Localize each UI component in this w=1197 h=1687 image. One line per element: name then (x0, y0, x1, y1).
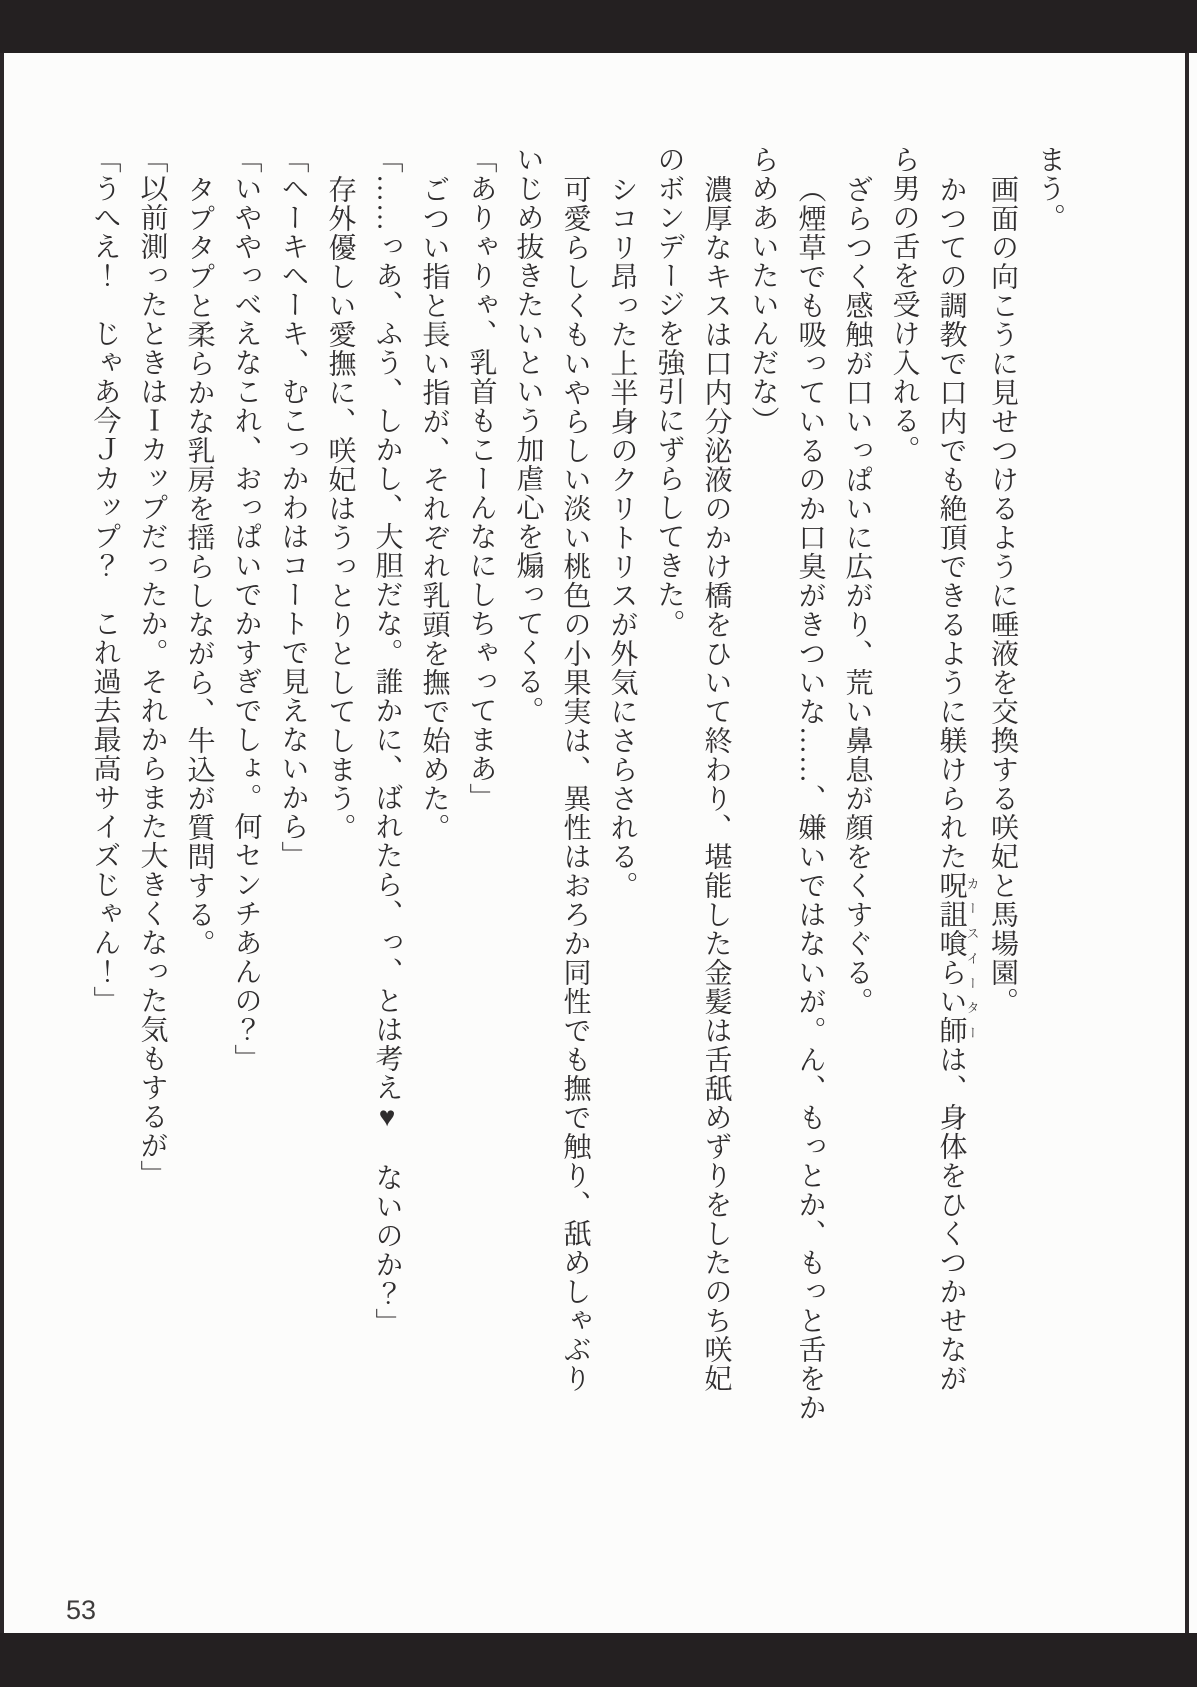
text-column: シコリ昂った上半身のクリトリスが外気にさらされる。 (606, 175, 638, 900)
text-column: 画面の向こうに見せつけるように唾液を交換する咲妃と馬場園。 (987, 175, 1018, 1016)
text-column: ざらつく感触が口いっぱいに広がり、荒い鼻息が顔をくすぐる。 (841, 175, 873, 1016)
text-column: 「以前測ったときはＩカップだったか。それからまた大きくなった気もするが」 (136, 145, 168, 1189)
text-column: 「いややっべえなこれ、おっぱいでかすぎでしょ。何センチあんの？」 (230, 145, 262, 1073)
ruby-text: カースイーター (964, 871, 980, 1045)
text-column: ごつい指と長い指が、それぞれ乳頭を撫で始めた。 (418, 175, 450, 842)
text-segment: は、身体をひくつかせなが (935, 1045, 967, 1393)
text-column: 「ヘーキヘーキ、むこっかわはコートで見えないから」 (277, 145, 309, 870)
vertical-text-block (82, 145, 1074, 1465)
text-column: 可愛らしくもいやらしい淡い桃色の小果実は、異性はおろか同性でも撫で触り、舐めしゃぶり (559, 175, 591, 1393)
text-segment: かつての調教で口内でも絶頂できるように躾けられた (935, 175, 967, 871)
ruby-annotation (935, 871, 980, 1045)
text-column: 存外優しい愛撫に、咲妃はうっとりとしてしまう。 (324, 175, 356, 842)
text-column: ら男の舌を受け入れる。 (888, 145, 920, 464)
text-column-with-ruby (928, 145, 980, 1465)
text-column: のボンデージを強引にずらしてきた。 (653, 145, 685, 638)
text-column: 「うへえ！ じゃあ今Ｊカップ？ これ過去最高サイズじゃん！」 (89, 145, 121, 1015)
bottom-black-bar (0, 1633, 1197, 1687)
text-column: （煙草でも吸っているのか口臭がきついな……、嫌いではないが。ん、もっとか、もっと舌をか (794, 175, 826, 1422)
text-column: 「ありゃりゃ、乳首もこーんなにしちゃってまあ」 (465, 145, 497, 812)
text-column: らめあいたいんだな） (747, 145, 779, 435)
page-number: 53 (66, 1595, 97, 1625)
text-column: まう。 (1034, 145, 1065, 232)
text-column: 「……っあ、ふう、しかし、大胆だな。誰かに、ばれたら、っ、とは考え♥ ないのか？」 (371, 145, 403, 1337)
text-column: 濃厚なキスは口内分泌液のかけ橋をひいて終わり、堪能した金髪は舌舐めずりをしたのち咲妃 (700, 175, 732, 1393)
text-column: タプタプと柔らかな乳房を揺らしながら、牛込が質問する。 (183, 175, 215, 958)
book-page (0, 53, 1189, 1633)
text-column: いじめ抜きたいという加虐心を煽ってくる。 (512, 145, 544, 725)
ruby-base: 呪詛喰らい師 (935, 871, 967, 1045)
top-black-bar (0, 0, 1197, 53)
